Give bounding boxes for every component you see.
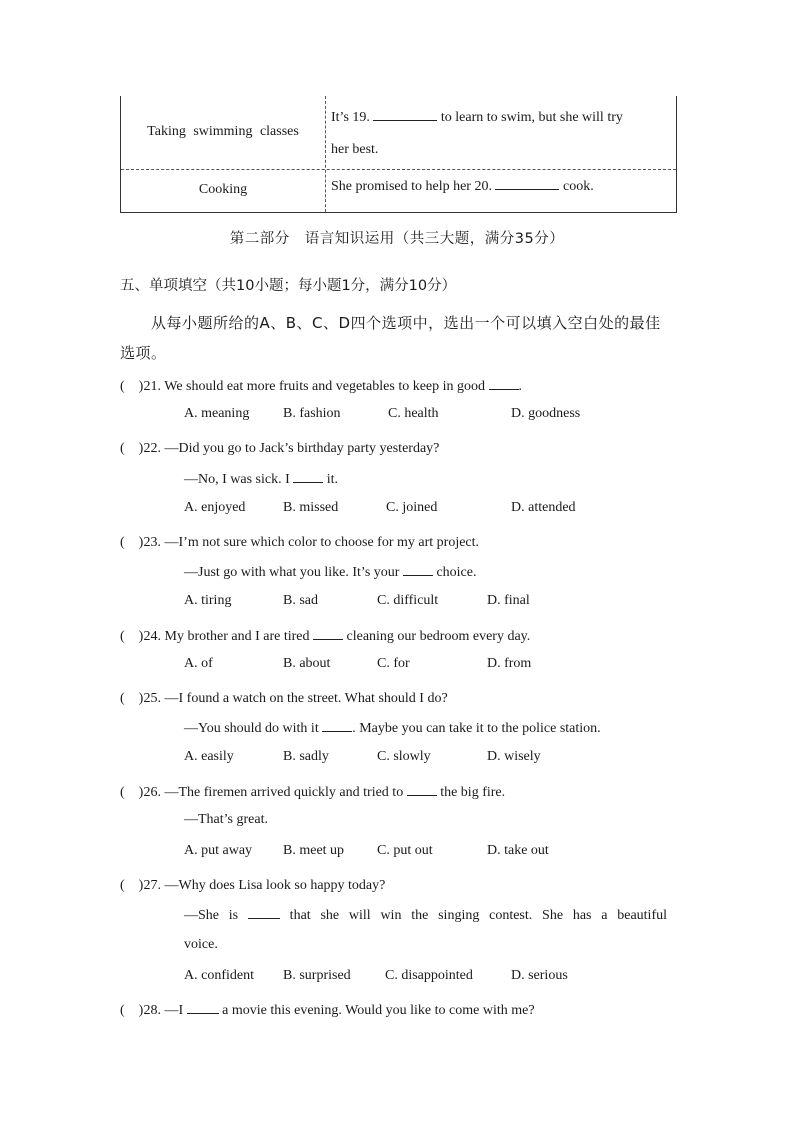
blank-19[interactable] (373, 107, 437, 121)
question-number: 22 (143, 441, 158, 456)
instruction-line1: 从每小题所给的A、B、C、D四个选项中，选出一个可以填入空白处的最佳 (151, 314, 661, 332)
option-c[interactable]: C. put out (377, 843, 433, 858)
answer-blank[interactable] (407, 782, 437, 796)
question-25-line2 (184, 718, 601, 737)
question-23-line2 (184, 562, 476, 581)
option-d[interactable]: D. from (487, 656, 532, 671)
question-text: a movie this evening. Would you like to come with me? (218, 1003, 535, 1018)
option-c[interactable]: C. slowly (377, 749, 431, 764)
option-a[interactable]: A. easily (184, 749, 234, 764)
question-23: ( ) 23. —I’m not sure which color to choose for my art project. (120, 531, 479, 551)
answer-blank[interactable] (489, 376, 519, 390)
question-27: ( ) 27. —Why does Lisa look so happy today? (120, 874, 385, 894)
question-text: My brother and I are tired (164, 629, 313, 644)
question-22: ( ) 22. —Did you go to Jack’s birthday party yesterday? (120, 437, 439, 457)
option-d[interactable]: D. serious (511, 968, 568, 983)
table-text-after: to learn to swim, but she will try (440, 110, 623, 125)
option-c[interactable]: C. difficult (377, 593, 439, 608)
option-a[interactable]: A. tiring (184, 593, 232, 608)
answer-blank[interactable] (322, 718, 352, 732)
option-c[interactable]: C. joined (386, 500, 438, 515)
question-24: ( ) 24. My brother and I are tired cleaning our bedroom every day. (120, 625, 530, 645)
question-text: —She is (184, 908, 248, 923)
answer-paren[interactable]: ( ) (120, 878, 144, 893)
part-title: 第二部分 语言知识运用（共三大题，满分35分） (229, 231, 565, 247)
question-text: —I’m not sure which color to choose for my art project. (164, 535, 480, 550)
question-26: ( ) 26. —The firemen arrived quickly and tried to the big fire. (120, 781, 505, 801)
option-a[interactable]: A. put away (184, 843, 253, 858)
table-cell-activity-cooking: Cooking (198, 182, 248, 197)
option-b[interactable]: B. missed (283, 500, 339, 515)
activity-table (120, 96, 677, 213)
question-number: 28 (143, 1003, 158, 1018)
option-a[interactable]: A. of (184, 656, 213, 671)
question-number: 26 (143, 785, 158, 800)
answer-paren[interactable]: ( ) (120, 441, 144, 456)
answer-blank[interactable] (187, 1000, 219, 1014)
table-cell-text-swimming (331, 102, 668, 166)
answer-paren[interactable]: ( ) (120, 785, 144, 800)
option-d[interactable]: D. final (487, 593, 530, 608)
question-text: —Just go with what you like. It’s your (184, 565, 403, 580)
question-text: —You should do with it (184, 721, 323, 736)
question-text: —Why does Lisa look so happy today? (164, 878, 386, 893)
option-b[interactable]: B. sadly (283, 749, 329, 764)
question-number: 21 (143, 379, 158, 394)
option-b[interactable]: B. fashion (283, 406, 341, 421)
question-22-line2 (184, 469, 338, 488)
answer-blank[interactable] (403, 562, 433, 576)
table-cell-text-cooking (331, 175, 668, 199)
question-text: —That’s great. (184, 812, 268, 827)
option-c[interactable]: C. health (388, 406, 439, 421)
question-text: We should eat more fruits and vegetables to keep in good (164, 379, 489, 394)
question-number: 23 (143, 535, 158, 550)
question-27-line2 (184, 905, 667, 924)
table-text-before: It’s 19. (331, 110, 370, 125)
question-text: it. (323, 472, 339, 487)
option-b[interactable]: B. surprised (283, 968, 351, 983)
question-text: the big fire. (436, 785, 506, 800)
answer-blank[interactable] (248, 905, 280, 919)
question-text: —I (164, 1003, 187, 1018)
answer-paren[interactable]: ( ) (120, 535, 144, 550)
answer-blank[interactable] (313, 626, 343, 640)
option-c[interactable]: C. for (377, 656, 410, 671)
table-text-after: cook. (562, 179, 594, 194)
table-text-before: She promised to help her 20. (331, 179, 492, 194)
answer-paren[interactable]: ( ) (120, 1003, 144, 1018)
question-number: 24 (143, 629, 158, 644)
question-number: 25 (143, 691, 158, 706)
question-text: —No, I was sick. I (184, 472, 294, 487)
table-divider-horizontal (121, 169, 676, 170)
question-number: 27 (143, 878, 158, 893)
table-text-line2: her best. (331, 142, 379, 157)
option-b[interactable]: B. about (283, 656, 331, 671)
blank-20[interactable] (495, 176, 559, 190)
question-21: ( ) 21. We should eat more fruits and vegetables to keep in good . (120, 375, 522, 395)
option-d[interactable]: D. goodness (511, 406, 581, 421)
question-text: that she will win the singing contest. She has a beautiful (279, 908, 668, 923)
answer-paren[interactable]: ( ) (120, 691, 144, 706)
section-heading: 五、单项填空（共10小题；每小题1分，满分10分） (120, 278, 457, 294)
option-d[interactable]: D. take out (487, 843, 549, 858)
question-27-line3 (184, 937, 218, 953)
answer-blank[interactable] (293, 469, 323, 483)
option-d[interactable]: D. wisely (487, 749, 541, 764)
answer-paren[interactable]: ( ) (120, 629, 144, 644)
question-text: voice. (184, 937, 218, 952)
option-a[interactable]: A. confident (184, 968, 254, 983)
table-divider-vertical (325, 96, 326, 212)
question-text: —The firemen arrived quickly and tried to (164, 785, 407, 800)
question-text: cleaning our bedroom every day. (343, 629, 531, 644)
question-text: —I found a watch on the street. What should I do? (164, 691, 448, 706)
instruction-line2: 选项。 (120, 344, 167, 362)
question-text: —Did you go to Jack’s birthday party yesterday? (164, 441, 440, 456)
question-25: ( ) 25. —I found a watch on the street. What should I do? (120, 687, 448, 707)
option-d[interactable]: D. attended (511, 500, 576, 515)
option-b[interactable]: B. meet up (283, 843, 345, 858)
question-text: . Maybe you can take it to the police station. (352, 721, 601, 736)
question-text: . (518, 379, 523, 394)
option-b[interactable]: B. sad (283, 593, 318, 608)
question-text: choice. (432, 565, 477, 580)
option-a[interactable]: A. meaning (184, 406, 250, 421)
answer-paren[interactable]: ( ) (120, 379, 144, 394)
question-28: ( ) 28. —I a movie this evening. Would you like to come with me? (120, 999, 535, 1019)
question-26-line2 (184, 812, 268, 828)
option-a[interactable]: A. enjoyed (184, 500, 246, 515)
option-c[interactable]: C. disappointed (385, 968, 473, 983)
table-cell-activity-swimming: Taking swimming classes (147, 124, 299, 139)
